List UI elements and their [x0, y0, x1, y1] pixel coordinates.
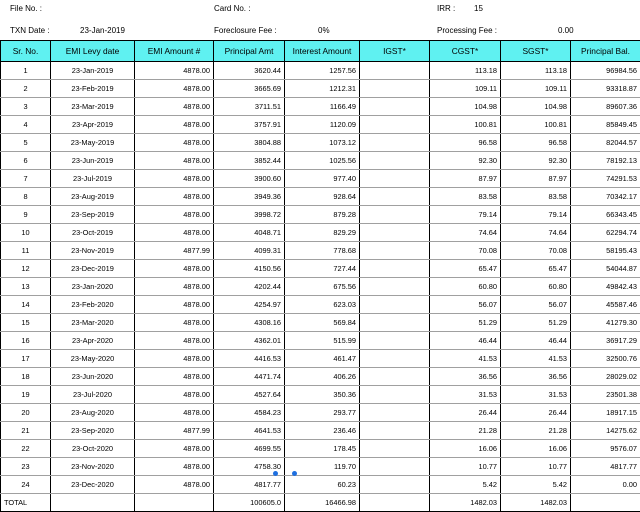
- cell-cgst: 104.98: [430, 98, 501, 116]
- cell-emi-amount: 4878.00: [135, 332, 214, 350]
- cell-principal-amt: 4699.55: [214, 440, 285, 458]
- cell-levy-date: 23-Jan-2019: [51, 62, 135, 80]
- cell-igst: [360, 422, 430, 440]
- cell-sgst: 10.77: [501, 458, 571, 476]
- cell-interest-amount: 1025.56: [285, 152, 360, 170]
- txn-date-value: 23-Jan-2019: [80, 26, 125, 35]
- cell-emi-amount: 4878.00: [135, 278, 214, 296]
- cell-cgst: 16.06: [430, 440, 501, 458]
- txn-date-label: TXN Date :: [10, 26, 50, 35]
- cell-principal-amt: 4641.53: [214, 422, 285, 440]
- cell-levy-date: 23-Feb-2019: [51, 80, 135, 98]
- total-interest: 16466.98: [285, 494, 360, 512]
- total-label: TOTAL: [1, 494, 51, 512]
- cell-emi-amount: 4878.00: [135, 350, 214, 368]
- col-emi-amount: EMI Amount #: [135, 41, 214, 62]
- cell-igst: [360, 260, 430, 278]
- cell-sgst: 16.06: [501, 440, 571, 458]
- cell-sgst: 51.29: [501, 314, 571, 332]
- cell-principal-amt: 4584.23: [214, 404, 285, 422]
- table-row: [1, 476, 640, 494]
- cell-emi-amount: 4878.00: [135, 260, 214, 278]
- processing-fee-label: Processing Fee :: [437, 26, 497, 35]
- cell-cgst: 56.07: [430, 296, 501, 314]
- marker-dot-left: [273, 471, 278, 476]
- cell-igst: [360, 98, 430, 116]
- cell-principal-amt: 4099.31: [214, 242, 285, 260]
- table-row: [1, 260, 640, 278]
- cell-sgst: 41.53: [501, 350, 571, 368]
- cell-cgst: 51.29: [430, 314, 501, 332]
- cell-sgst: 96.58: [501, 134, 571, 152]
- table-row: [1, 206, 640, 224]
- cell-sr-no: 4: [1, 116, 51, 134]
- cell-principal-amt: 4817.77: [214, 476, 285, 494]
- col-sr-no: Sr. No.: [1, 41, 51, 62]
- cell-levy-date: 23-May-2019: [51, 134, 135, 152]
- cell-interest-amount: 778.68: [285, 242, 360, 260]
- cell-principal-amt: 3804.88: [214, 134, 285, 152]
- table-row: [1, 440, 640, 458]
- cell-interest-amount: 879.28: [285, 206, 360, 224]
- cell-interest-amount: 461.47: [285, 350, 360, 368]
- cell-principal-amt: 4362.01: [214, 332, 285, 350]
- total-cgst: 1482.03: [430, 494, 501, 512]
- cell-sr-no: 7: [1, 170, 51, 188]
- cell-igst: [360, 314, 430, 332]
- cell-levy-date: 23-Oct-2019: [51, 224, 135, 242]
- cell-interest-amount: 1212.31: [285, 80, 360, 98]
- cell-igst: [360, 152, 430, 170]
- cell-emi-amount: 4878.00: [135, 170, 214, 188]
- cell-principal-bal: 41279.30: [571, 314, 640, 332]
- cell-emi-amount: 4878.00: [135, 224, 214, 242]
- cell-igst: [360, 188, 430, 206]
- cell-principal-bal: 32500.76: [571, 350, 640, 368]
- cell-sgst: 79.14: [501, 206, 571, 224]
- cell-sr-no: 14: [1, 296, 51, 314]
- cell-interest-amount: 60.23: [285, 476, 360, 494]
- total-sgst: 1482.03: [501, 494, 571, 512]
- cell-emi-amount: 4878.00: [135, 206, 214, 224]
- cell-interest-amount: 675.56: [285, 278, 360, 296]
- cell-sgst: 104.98: [501, 98, 571, 116]
- table-row: [1, 278, 640, 296]
- cell-interest-amount: 406.26: [285, 368, 360, 386]
- cell-emi-amount: 4878.00: [135, 188, 214, 206]
- irr-value: 15: [474, 4, 483, 13]
- cell-emi-amount: 4878.00: [135, 98, 214, 116]
- table-header-row: [1, 41, 640, 62]
- cell-sgst: 65.47: [501, 260, 571, 278]
- cell-igst: [360, 476, 430, 494]
- cell-principal-amt: 4308.16: [214, 314, 285, 332]
- cell-cgst: 70.08: [430, 242, 501, 260]
- cell-levy-date: 23-Jul-2020: [51, 386, 135, 404]
- cell-igst: [360, 368, 430, 386]
- cell-interest-amount: 1073.12: [285, 134, 360, 152]
- cell-sr-no: 6: [1, 152, 51, 170]
- cell-igst: [360, 170, 430, 188]
- table-row: [1, 332, 640, 350]
- table-row: [1, 242, 640, 260]
- cell-sgst: 46.44: [501, 332, 571, 350]
- cell-principal-bal: 70342.17: [571, 188, 640, 206]
- cell-sgst: 56.07: [501, 296, 571, 314]
- cell-principal-amt: 4471.74: [214, 368, 285, 386]
- cell-igst: [360, 80, 430, 98]
- cell-principal-amt: 4416.53: [214, 350, 285, 368]
- cell-levy-date: 23-Jun-2019: [51, 152, 135, 170]
- table-row: [1, 170, 640, 188]
- col-interest-amount: Interest Amount: [285, 41, 360, 62]
- cell-sr-no: 2: [1, 80, 51, 98]
- cell-principal-amt: 3998.72: [214, 206, 285, 224]
- cell-sr-no: 23: [1, 458, 51, 476]
- cell-levy-date: 23-Mar-2020: [51, 314, 135, 332]
- cell-sr-no: 9: [1, 206, 51, 224]
- cell-igst: [360, 134, 430, 152]
- cell-cgst: 36.56: [430, 368, 501, 386]
- cell-principal-bal: 66343.45: [571, 206, 640, 224]
- cell-levy-date: 23-Aug-2019: [51, 188, 135, 206]
- cell-igst: [360, 350, 430, 368]
- cell-principal-amt: 3852.44: [214, 152, 285, 170]
- cell-principal-bal: 14275.62: [571, 422, 640, 440]
- cell-sr-no: 18: [1, 368, 51, 386]
- cell-emi-amount: 4878.00: [135, 134, 214, 152]
- cell-interest-amount: 569.84: [285, 314, 360, 332]
- cell-sgst: 5.42: [501, 476, 571, 494]
- table-row: [1, 368, 640, 386]
- cell-principal-bal: 23501.38: [571, 386, 640, 404]
- cell-sgst: 83.58: [501, 188, 571, 206]
- cell-emi-amount: 4878.00: [135, 80, 214, 98]
- table-row: [1, 134, 640, 152]
- cell-levy-date: 23-Nov-2019: [51, 242, 135, 260]
- cell-principal-bal: 74291.53: [571, 170, 640, 188]
- cell-sr-no: 11: [1, 242, 51, 260]
- cell-principal-bal: 28029.02: [571, 368, 640, 386]
- cell-principal-amt: 3620.44: [214, 62, 285, 80]
- table-row: [1, 80, 640, 98]
- cell-principal-amt: 3711.51: [214, 98, 285, 116]
- col-sgst: SGST*: [501, 41, 571, 62]
- cell-levy-date: 23-Jan-2020: [51, 278, 135, 296]
- cell-emi-amount: 4878.00: [135, 62, 214, 80]
- cell-sr-no: 5: [1, 134, 51, 152]
- cell-principal-bal: 18917.15: [571, 404, 640, 422]
- cell-igst: [360, 206, 430, 224]
- cell-sgst: 113.18: [501, 62, 571, 80]
- cell-igst: [360, 224, 430, 242]
- cell-interest-amount: 178.45: [285, 440, 360, 458]
- cell-principal-bal: 9576.07: [571, 440, 640, 458]
- cell-sr-no: 17: [1, 350, 51, 368]
- table-row: [1, 386, 640, 404]
- table-row: [1, 224, 640, 242]
- table-row: [1, 296, 640, 314]
- cell-levy-date: 23-Dec-2020: [51, 476, 135, 494]
- cell-sr-no: 13: [1, 278, 51, 296]
- cell-igst: [360, 242, 430, 260]
- table-row: [1, 62, 640, 80]
- cell-sr-no: 3: [1, 98, 51, 116]
- cell-sgst: 109.11: [501, 80, 571, 98]
- total-principal: 100605.0: [214, 494, 285, 512]
- cell-principal-amt: 3665.69: [214, 80, 285, 98]
- foreclosure-fee-value: 0%: [318, 26, 330, 35]
- cell-levy-date: 23-Feb-2020: [51, 296, 135, 314]
- cell-principal-bal: 4817.77: [571, 458, 640, 476]
- irr-label: IRR :: [437, 4, 455, 13]
- cell-emi-amount: 4878.00: [135, 476, 214, 494]
- cell-sgst: 60.80: [501, 278, 571, 296]
- cell-levy-date: 23-Jul-2019: [51, 170, 135, 188]
- cell-interest-amount: 293.77: [285, 404, 360, 422]
- table-row: [1, 314, 640, 332]
- cell-emi-amount: 4878.00: [135, 116, 214, 134]
- cell-sr-no: 20: [1, 404, 51, 422]
- table-row: [1, 350, 640, 368]
- cell-cgst: 46.44: [430, 332, 501, 350]
- cell-cgst: 74.64: [430, 224, 501, 242]
- cell-levy-date: 23-Aug-2020: [51, 404, 135, 422]
- cell-principal-amt: 4758.30: [214, 458, 285, 476]
- cell-cgst: 5.42: [430, 476, 501, 494]
- card-no-label: Card No. :: [214, 4, 250, 13]
- cell-principal-amt: 4254.97: [214, 296, 285, 314]
- cell-interest-amount: 350.36: [285, 386, 360, 404]
- cell-principal-amt: 4150.56: [214, 260, 285, 278]
- cell-interest-amount: 119.70: [285, 458, 360, 476]
- cell-cgst: 21.28: [430, 422, 501, 440]
- cell-cgst: 31.53: [430, 386, 501, 404]
- cell-sr-no: 24: [1, 476, 51, 494]
- cell-sgst: 92.30: [501, 152, 571, 170]
- cell-sgst: 31.53: [501, 386, 571, 404]
- cell-principal-amt: 4048.71: [214, 224, 285, 242]
- cell-emi-amount: 4878.00: [135, 440, 214, 458]
- cell-igst: [360, 332, 430, 350]
- cell-cgst: 79.14: [430, 206, 501, 224]
- cell-emi-amount: 4878.00: [135, 296, 214, 314]
- cell-sr-no: 8: [1, 188, 51, 206]
- cell-interest-amount: 727.44: [285, 260, 360, 278]
- file-no-label: File No. :: [10, 4, 42, 13]
- cell-principal-bal: 96984.56: [571, 62, 640, 80]
- cell-principal-bal: 89607.36: [571, 98, 640, 116]
- emi-schedule-table: [0, 40, 640, 512]
- cell-principal-bal: 54044.87: [571, 260, 640, 278]
- cell-principal-bal: 93318.87: [571, 80, 640, 98]
- cell-principal-bal: 49842.43: [571, 278, 640, 296]
- cell-cgst: 87.97: [430, 170, 501, 188]
- cell-igst: [360, 116, 430, 134]
- cell-principal-amt: 3757.91: [214, 116, 285, 134]
- total-row: [1, 494, 640, 512]
- cell-emi-amount: 4878.00: [135, 314, 214, 332]
- cell-sgst: 21.28: [501, 422, 571, 440]
- cell-igst: [360, 440, 430, 458]
- table-row: [1, 404, 640, 422]
- cell-principal-bal: 82044.57: [571, 134, 640, 152]
- cell-interest-amount: 623.03: [285, 296, 360, 314]
- cell-interest-amount: 1120.09: [285, 116, 360, 134]
- cell-emi-amount: 4877.99: [135, 422, 214, 440]
- cell-emi-amount: 4878.00: [135, 368, 214, 386]
- col-principal-amt: Principal Amt: [214, 41, 285, 62]
- table-row: [1, 98, 640, 116]
- cell-principal-bal: 62294.74: [571, 224, 640, 242]
- col-principal-bal: Principal Bal.: [571, 41, 640, 62]
- cell-emi-amount: 4877.99: [135, 242, 214, 260]
- cell-igst: [360, 296, 430, 314]
- cell-igst: [360, 386, 430, 404]
- cell-cgst: 83.58: [430, 188, 501, 206]
- cell-emi-amount: 4878.00: [135, 152, 214, 170]
- cell-cgst: 92.30: [430, 152, 501, 170]
- cell-interest-amount: 928.64: [285, 188, 360, 206]
- cell-cgst: 65.47: [430, 260, 501, 278]
- cell-sr-no: 15: [1, 314, 51, 332]
- cell-igst: [360, 62, 430, 80]
- cell-principal-bal: 85849.45: [571, 116, 640, 134]
- cell-principal-amt: 4527.64: [214, 386, 285, 404]
- cell-sr-no: 10: [1, 224, 51, 242]
- col-igst: IGST*: [360, 41, 430, 62]
- cell-cgst: 26.44: [430, 404, 501, 422]
- table-row: [1, 152, 640, 170]
- processing-fee-value: 0.00: [558, 26, 574, 35]
- foreclosure-fee-label: Foreclosure Fee :: [214, 26, 277, 35]
- cell-interest-amount: 515.99: [285, 332, 360, 350]
- cell-principal-bal: 78192.13: [571, 152, 640, 170]
- cell-igst: [360, 278, 430, 296]
- cell-levy-date: 23-Mar-2019: [51, 98, 135, 116]
- cell-cgst: 100.81: [430, 116, 501, 134]
- table-row: [1, 422, 640, 440]
- cell-levy-date: 23-May-2020: [51, 350, 135, 368]
- cell-sr-no: 1: [1, 62, 51, 80]
- cell-principal-amt: 3900.60: [214, 170, 285, 188]
- cell-interest-amount: 236.46: [285, 422, 360, 440]
- col-emi-levy-date: EMI Levy date: [51, 41, 135, 62]
- cell-levy-date: 23-Dec-2019: [51, 260, 135, 278]
- cell-levy-date: 23-Apr-2020: [51, 332, 135, 350]
- cell-sgst: 70.08: [501, 242, 571, 260]
- cell-cgst: 60.80: [430, 278, 501, 296]
- cell-igst: [360, 404, 430, 422]
- cell-emi-amount: 4878.00: [135, 458, 214, 476]
- cell-principal-bal: 0.00: [571, 476, 640, 494]
- cell-emi-amount: 4878.00: [135, 404, 214, 422]
- cell-sr-no: 16: [1, 332, 51, 350]
- cell-principal-bal: 58195.43: [571, 242, 640, 260]
- marker-dot-right: [292, 471, 297, 476]
- cell-sr-no: 19: [1, 386, 51, 404]
- cell-interest-amount: 1257.56: [285, 62, 360, 80]
- cell-sgst: 26.44: [501, 404, 571, 422]
- cell-interest-amount: 1166.49: [285, 98, 360, 116]
- cell-interest-amount: 829.29: [285, 224, 360, 242]
- cell-sgst: 74.64: [501, 224, 571, 242]
- cell-sgst: 100.81: [501, 116, 571, 134]
- cell-cgst: 96.58: [430, 134, 501, 152]
- cell-sr-no: 12: [1, 260, 51, 278]
- cell-sgst: 87.97: [501, 170, 571, 188]
- col-cgst: CGST*: [430, 41, 501, 62]
- cell-principal-amt: 3949.36: [214, 188, 285, 206]
- cell-sr-no: 21: [1, 422, 51, 440]
- cell-sgst: 36.56: [501, 368, 571, 386]
- cell-levy-date: 23-Nov-2020: [51, 458, 135, 476]
- cell-principal-amt: 4202.44: [214, 278, 285, 296]
- cell-igst: [360, 458, 430, 476]
- cell-levy-date: 23-Jun-2020: [51, 368, 135, 386]
- cell-principal-bal: 45587.46: [571, 296, 640, 314]
- cell-levy-date: 23-Apr-2019: [51, 116, 135, 134]
- cell-principal-bal: 36917.29: [571, 332, 640, 350]
- table-row: [1, 188, 640, 206]
- table-row: [1, 458, 640, 476]
- cell-interest-amount: 977.40: [285, 170, 360, 188]
- cell-emi-amount: 4878.00: [135, 386, 214, 404]
- table-row: [1, 116, 640, 134]
- cell-cgst: 41.53: [430, 350, 501, 368]
- cell-cgst: 10.77: [430, 458, 501, 476]
- cell-cgst: 109.11: [430, 80, 501, 98]
- cell-levy-date: 23-Sep-2020: [51, 422, 135, 440]
- cell-cgst: 113.18: [430, 62, 501, 80]
- cell-sr-no: 22: [1, 440, 51, 458]
- cell-levy-date: 23-Sep-2019: [51, 206, 135, 224]
- cell-levy-date: 23-Oct-2020: [51, 440, 135, 458]
